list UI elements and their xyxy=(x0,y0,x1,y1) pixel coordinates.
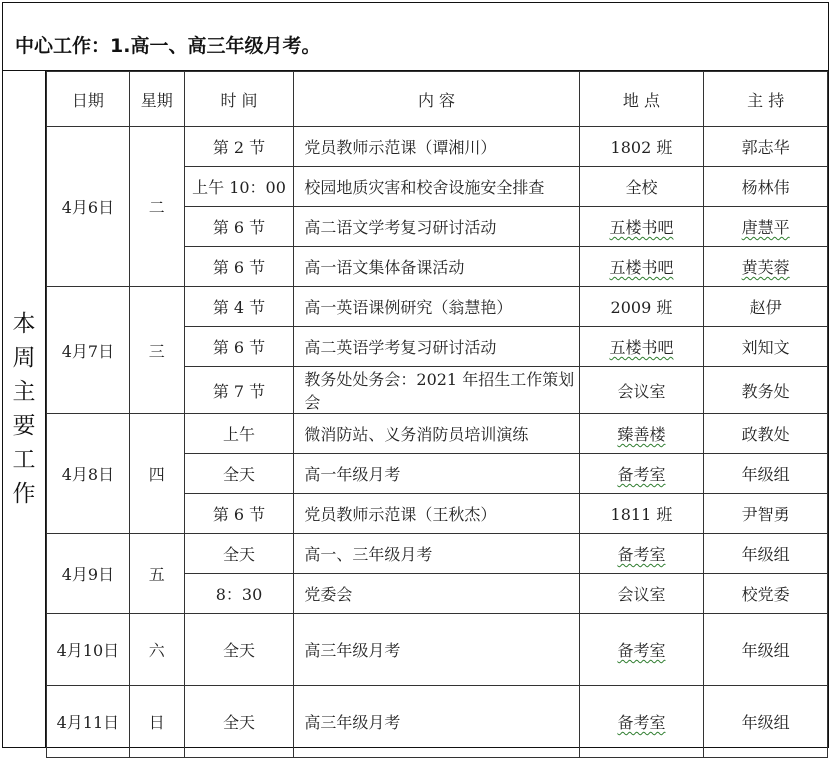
content-cell-text: 教务处处务会：2021 年招生工作策划会 xyxy=(304,370,575,412)
time-cell-text: 8：30 xyxy=(215,585,263,604)
page-title: 中心工作：1.高一、高三年级月考。 xyxy=(15,35,321,57)
date-cell: 4月7日 xyxy=(47,287,130,414)
place-cell xyxy=(579,454,704,494)
place-cell xyxy=(579,167,704,207)
place-cell-text: 会议室 xyxy=(617,585,666,604)
host-cell-text: 教务处 xyxy=(741,381,790,401)
host-cell-text: 校党委 xyxy=(741,585,790,604)
time-cell-text: 第 6 节 xyxy=(212,505,266,524)
host-cell-text: 年级组 xyxy=(741,713,790,732)
time-cell xyxy=(184,686,294,758)
place-cell xyxy=(579,207,704,247)
content-cell-text: 高三年级月考 xyxy=(304,713,401,732)
place-cell xyxy=(579,287,704,327)
place-cell-text: 五楼书吧 xyxy=(609,218,674,237)
content-cell-text: 高一语文集体备课活动 xyxy=(304,258,465,277)
side-label xyxy=(3,307,45,511)
col-header-content: 内 容 xyxy=(294,72,579,127)
header-bar xyxy=(3,3,828,71)
time-cell xyxy=(184,207,294,247)
place-cell xyxy=(579,494,704,534)
time-cell xyxy=(184,614,294,686)
time-cell-text: 全天 xyxy=(223,713,256,732)
content-cell xyxy=(294,414,579,454)
place-cell-text: 1811 班 xyxy=(610,505,673,524)
place-cell xyxy=(579,414,704,454)
content-cell xyxy=(294,686,579,758)
col-header-time: 时 间 xyxy=(184,72,294,127)
time-cell xyxy=(184,574,294,614)
date-cell: 4月9日 xyxy=(47,534,130,614)
host-cell xyxy=(704,574,828,614)
place-cell-text: 全校 xyxy=(625,178,658,197)
time-cell xyxy=(184,454,294,494)
col-header-host: 主 持 xyxy=(704,72,828,127)
content-cell-text: 党员教师示范课（谭湘川） xyxy=(304,138,497,157)
time-cell-text: 全天 xyxy=(223,641,256,660)
content-cell-text: 高二英语学考复习研讨活动 xyxy=(304,338,497,357)
content-cell-text: 微消防站、义务消防员培训演练 xyxy=(304,425,529,444)
weekday-cell: 五 xyxy=(129,534,184,614)
date-cell: 4月6日 xyxy=(47,127,130,287)
place-cell xyxy=(579,247,704,287)
host-cell xyxy=(704,287,828,327)
time-cell-text: 第 6 节 xyxy=(212,218,266,237)
side-label-column xyxy=(3,71,46,747)
host-cell-text: 唐慧平 xyxy=(741,218,790,237)
table-row xyxy=(47,614,828,686)
time-cell-text: 全天 xyxy=(223,545,256,564)
col-header-weekday: 星期 xyxy=(129,72,184,127)
date-cell: 4月11日 xyxy=(47,686,130,758)
time-cell-text: 第 6 节 xyxy=(212,338,266,357)
time-cell-text: 上午 xyxy=(223,425,256,444)
date-cell: 4月8日 xyxy=(47,414,130,534)
place-cell-text: 1802 班 xyxy=(610,138,673,157)
time-cell xyxy=(184,127,294,167)
weekday-cell: 三 xyxy=(129,287,184,414)
time-cell xyxy=(184,247,294,287)
host-cell xyxy=(704,127,828,167)
host-cell xyxy=(704,686,828,758)
content-cell-text: 高二语文学考复习研讨活动 xyxy=(304,218,497,237)
table-row xyxy=(47,127,828,167)
place-cell-text: 备考室 xyxy=(617,713,666,732)
host-cell xyxy=(704,207,828,247)
content-cell xyxy=(294,454,579,494)
weekday-cell: 四 xyxy=(129,414,184,534)
table-row xyxy=(47,287,828,327)
place-cell-text: 五楼书吧 xyxy=(609,338,674,357)
host-cell xyxy=(704,494,828,534)
side-label-char: 作 xyxy=(12,481,36,507)
place-cell-text: 备考室 xyxy=(617,641,666,660)
time-cell-text: 第 6 节 xyxy=(212,258,266,277)
time-cell xyxy=(184,414,294,454)
place-cell xyxy=(579,327,704,367)
content-cell xyxy=(294,167,579,207)
side-label-char: 要 xyxy=(12,413,36,439)
time-cell xyxy=(184,367,294,414)
host-cell xyxy=(704,454,828,494)
host-cell-text: 年级组 xyxy=(741,641,790,660)
place-cell-text: 备考室 xyxy=(617,545,666,564)
host-cell-text: 年级组 xyxy=(741,465,790,484)
host-cell xyxy=(704,614,828,686)
table-row xyxy=(47,686,828,758)
content-cell xyxy=(294,614,579,686)
host-cell xyxy=(704,367,828,414)
content-cell-text: 党员教师示范课（王秋杰） xyxy=(304,505,497,524)
document-frame xyxy=(2,2,829,748)
time-cell xyxy=(184,167,294,207)
host-cell-text: 刘知文 xyxy=(741,338,790,357)
place-cell-text: 五楼书吧 xyxy=(609,258,674,277)
place-cell xyxy=(579,686,704,758)
place-cell xyxy=(579,614,704,686)
content-cell-text: 高三年级月考 xyxy=(304,641,401,660)
time-cell-text: 上午 10：00 xyxy=(192,178,286,197)
content-cell xyxy=(294,534,579,574)
col-header-date: 日期 xyxy=(47,72,130,127)
time-cell-text: 第 2 节 xyxy=(212,138,266,157)
host-cell-text: 年级组 xyxy=(741,545,790,564)
weekday-cell: 日 xyxy=(129,686,184,758)
content-cell xyxy=(294,494,579,534)
content-cell-text: 高一年级月考 xyxy=(304,465,401,484)
host-cell-text: 杨林伟 xyxy=(741,178,790,197)
host-cell xyxy=(704,414,828,454)
place-cell xyxy=(579,127,704,167)
side-label-char: 周 xyxy=(12,345,36,371)
place-cell xyxy=(579,574,704,614)
place-cell-text: 2009 班 xyxy=(610,298,673,317)
date-cell: 4月10日 xyxy=(47,614,130,686)
place-cell-text: 备考室 xyxy=(617,465,666,484)
side-label-char: 主 xyxy=(12,379,36,405)
schedule-table xyxy=(46,71,828,758)
host-cell xyxy=(704,247,828,287)
content-cell xyxy=(294,207,579,247)
table-row xyxy=(47,534,828,574)
place-cell-text: 臻善楼 xyxy=(617,425,666,444)
col-header-place: 地 点 xyxy=(579,72,704,127)
time-cell-text: 第 7 节 xyxy=(212,381,266,401)
host-cell xyxy=(704,167,828,207)
content-cell-text: 校园地质灾害和校舍设施安全排查 xyxy=(304,178,545,197)
content-cell xyxy=(294,287,579,327)
time-cell-text: 全天 xyxy=(223,465,256,484)
side-label-char: 本 xyxy=(12,311,36,337)
weekday-cell: 六 xyxy=(129,614,184,686)
host-cell-text: 郭志华 xyxy=(741,138,790,157)
host-cell-text: 政教处 xyxy=(741,425,790,444)
host-cell-text: 黄芙蓉 xyxy=(741,258,790,277)
place-cell-text: 会议室 xyxy=(617,381,666,401)
content-cell xyxy=(294,327,579,367)
host-cell-text: 尹智勇 xyxy=(741,505,790,524)
time-cell xyxy=(184,327,294,367)
time-cell xyxy=(184,494,294,534)
content-cell xyxy=(294,127,579,167)
content-cell-text: 高一英语课例研究（翁慧艳） xyxy=(304,298,513,317)
table-row xyxy=(47,414,828,454)
host-cell xyxy=(704,534,828,574)
place-cell xyxy=(579,534,704,574)
time-cell-text: 第 4 节 xyxy=(212,298,266,317)
side-label-char: 工 xyxy=(12,447,36,473)
content-cell xyxy=(294,367,579,414)
host-cell xyxy=(704,327,828,367)
table-header-row xyxy=(47,72,828,127)
content-cell xyxy=(294,574,579,614)
place-cell xyxy=(579,367,704,414)
content-cell-text: 党委会 xyxy=(304,585,353,604)
time-cell xyxy=(184,534,294,574)
weekday-cell: 二 xyxy=(129,127,184,287)
content-cell-text: 高一、三年级月考 xyxy=(304,545,433,564)
content-cell xyxy=(294,247,579,287)
host-cell-text: 赵伊 xyxy=(749,298,782,317)
time-cell xyxy=(184,287,294,327)
